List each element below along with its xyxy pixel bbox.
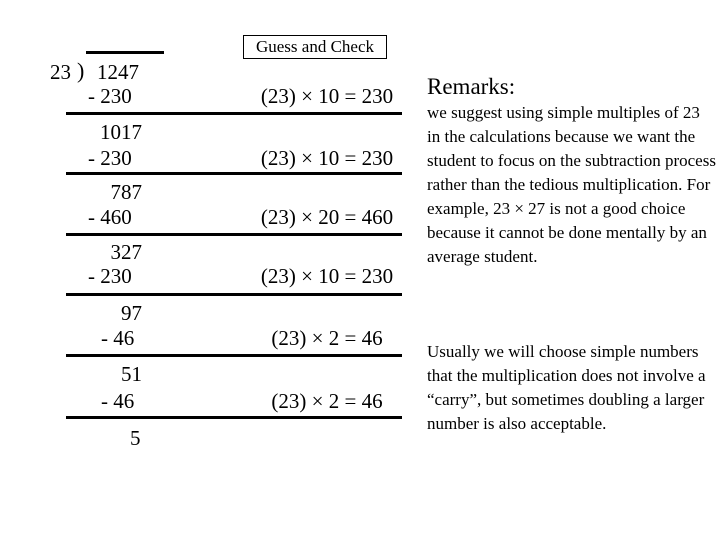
remainder-3: 327: [110, 240, 142, 264]
remainder-1: 1017: [100, 120, 142, 144]
step-rule-2: [66, 172, 402, 175]
remainder-4: 97: [121, 301, 142, 325]
guess-and-check-title: Guess and Check: [243, 35, 387, 59]
equation-6: (23) × 2 = 46: [271, 389, 383, 413]
step-rule-3: [66, 233, 402, 236]
subtrahend-2: - 230: [88, 146, 132, 170]
divisor: 23: [50, 60, 71, 84]
step-rule-4: [66, 293, 402, 296]
remarks-title: Remarks:: [427, 74, 516, 99]
step-rule-1: [66, 112, 402, 115]
remarks-paragraph-2: Usually we will choose simple numbers that the multiplication does not involve a “carry”, but sometimes doubling a larger number is also acceptable.: [427, 342, 706, 433]
remarks-paragraph-1: we suggest using simple multiples of 23 in the calculations because we want the student to focus on the subtraction process rather than the tedious multiplication. For example, 23 × 27 is not a good choice because it cannot be done mentally by an average student.: [427, 103, 716, 266]
dividend: 1247: [97, 60, 139, 84]
subtrahend-3: - 460: [88, 205, 132, 229]
division-bar: [86, 51, 164, 54]
subtrahend-1: - 230: [88, 84, 132, 108]
equation-4: (23) × 10 = 230: [260, 264, 394, 288]
equation-2: (23) × 10 = 230: [260, 146, 394, 170]
remainder-5: 51: [121, 362, 142, 386]
equation-5: (23) × 2 = 46: [271, 326, 383, 350]
equation-3: (23) × 20 = 460: [260, 205, 394, 229]
step-rule-5: [66, 354, 402, 357]
final-remainder: 5: [130, 426, 141, 450]
equation-1: (23) × 10 = 230: [260, 84, 394, 108]
division-bracket: ): [77, 58, 85, 83]
step-rule-6: [66, 416, 402, 419]
subtrahend-4: - 230: [88, 264, 132, 288]
subtrahend-5: - 46: [101, 326, 135, 350]
subtrahend-6: - 46: [101, 389, 135, 413]
remainder-2: 787: [110, 180, 142, 204]
